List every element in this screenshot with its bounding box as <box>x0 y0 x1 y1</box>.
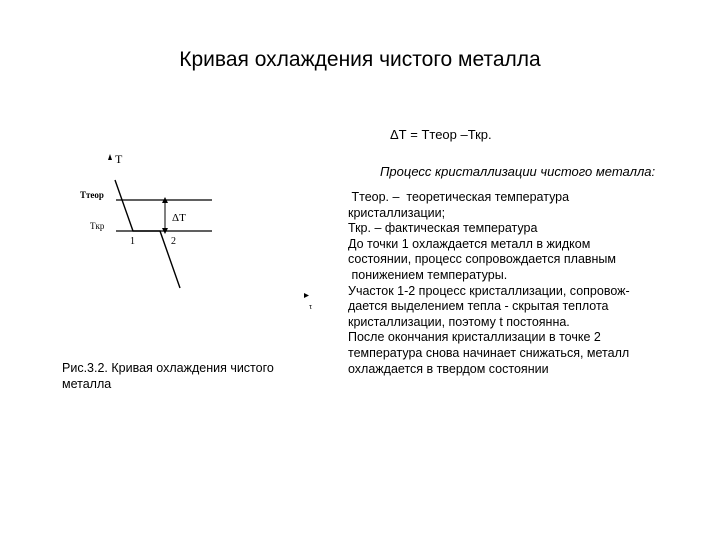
description-line: Ттеор. – теоретическая температура <box>348 190 570 204</box>
delta-t-label: ΔT <box>172 212 186 224</box>
caption-line: Рис.3.2. Кривая охлаждения чистого <box>62 361 274 375</box>
x-axis-arrow-icon <box>304 293 309 298</box>
description-line: кристаллизации, поэтому t постоянна. <box>348 314 570 329</box>
t-cr-label: Tкр <box>90 221 105 231</box>
delta-t-formula: ΔТ = Ттеор –Ткр. <box>390 127 492 142</box>
description-line: Ткр. – фактическая температура <box>348 221 538 236</box>
description-line: После окончания кристаллизации в точке 2 <box>348 330 601 345</box>
description-line: состоянии, процесс сопровождается плавным <box>348 252 617 267</box>
t-theor-label: Tтеор <box>80 190 104 200</box>
point-2-label: 2 <box>171 236 176 247</box>
point-1-label: 1 <box>130 236 135 247</box>
description-line: дается выделением тепла - скрытая теплота <box>348 299 609 314</box>
cooling-curve <box>115 180 180 288</box>
slide-title: Кривая охлаждения чистого металла <box>179 48 541 71</box>
description-line: До точки 1 охлаждается металл в жидком <box>348 236 591 251</box>
y-axis-arrow-icon <box>108 154 112 160</box>
description-line: понижением температуры. <box>348 267 508 282</box>
y-axis-label: T <box>115 152 123 166</box>
description-line: охлаждается в твердом состоянии <box>348 361 549 376</box>
caption-line: металла <box>62 377 112 391</box>
description-line: Участок 1-2 процесс кристаллизации, сопровож- <box>348 283 630 298</box>
description-line: кристаллизации; <box>348 205 446 220</box>
process-heading: Процесс кристаллизации чистого металла: <box>380 164 656 179</box>
description-line: температура снова начинает снижаться, металл <box>348 345 630 360</box>
x-axis-label: τ <box>309 302 313 311</box>
